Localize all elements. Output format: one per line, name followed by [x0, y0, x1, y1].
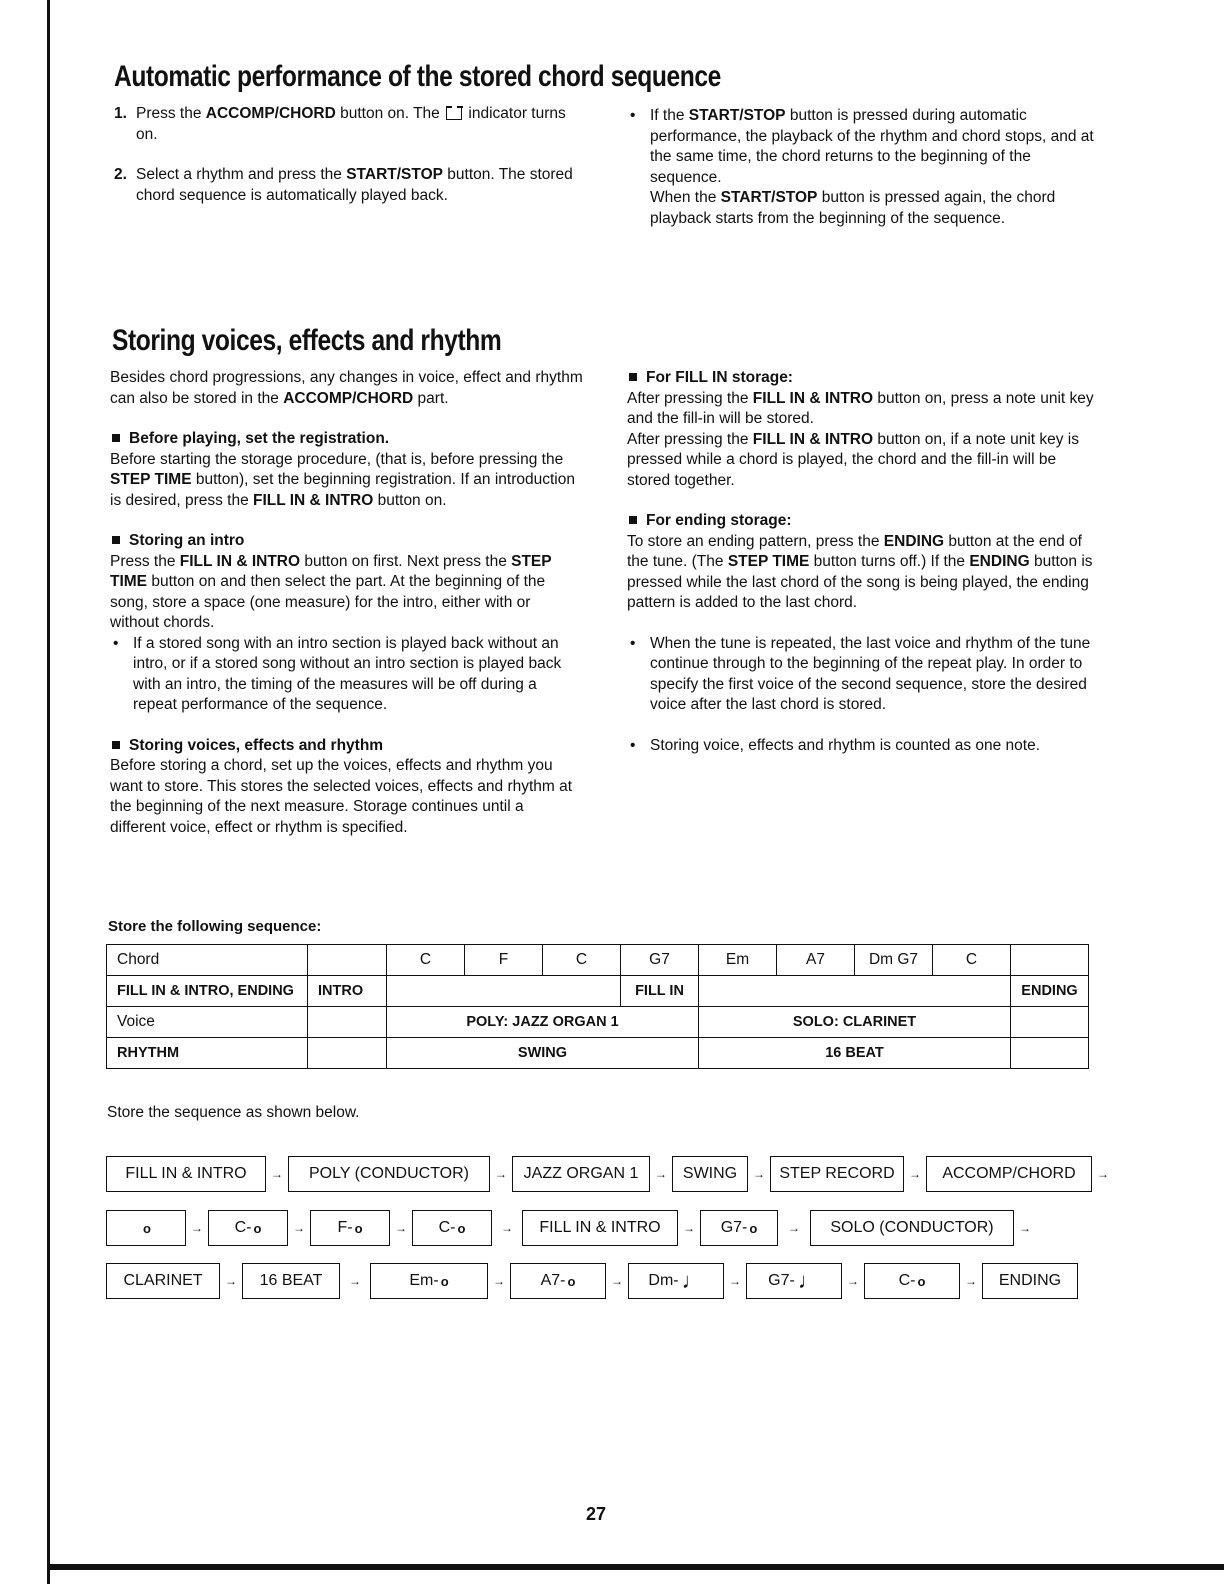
flow-box-fill-in-intro: FILL IN & INTRO	[522, 1210, 678, 1246]
whole-note-icon: o	[567, 1273, 576, 1289]
whole-note-icon: o	[440, 1273, 449, 1289]
section1-title: Automatic performance of the stored chord sequence	[114, 60, 721, 93]
arrow-icon: →	[788, 1221, 800, 1235]
flow-box-c: C- o	[208, 1210, 288, 1246]
intro-cell: INTRO	[308, 976, 387, 1007]
flow-box-g7: G7- ♩	[746, 1263, 842, 1299]
row-label: FILL IN & INTRO, ENDING	[107, 976, 308, 1007]
whole-note-icon: o	[354, 1220, 363, 1236]
half-note-icon: ♩	[797, 1268, 820, 1293]
flow-box-swing: SWING	[672, 1156, 748, 1192]
arrow-icon: →	[395, 1221, 407, 1235]
flow-row-2	[106, 1210, 1036, 1246]
half-note-icon: ♩	[681, 1268, 704, 1293]
chord-cell: Dm G7	[855, 945, 933, 976]
chord-cell: F	[465, 945, 543, 976]
sequence-title: Store the following sequence:	[108, 918, 322, 935]
chord-cell: C	[543, 945, 621, 976]
chord-cell: C	[933, 945, 1011, 976]
sequence-table	[106, 944, 1089, 1069]
solo-voice-cell: SOLO: CLARINET	[699, 1007, 1011, 1038]
arrow-icon: →	[611, 1274, 623, 1288]
flow-note: Store the sequence as shown below.	[107, 1104, 360, 1121]
table-row-fill	[107, 976, 1089, 1007]
arrow-icon: →	[847, 1274, 859, 1288]
step-2: 2. Select a rhythm and press the START/STOP button. The stored chord sequence is automatically played back.	[114, 166, 573, 204]
chord-cell: C	[387, 945, 465, 976]
arrow-icon: →	[753, 1167, 765, 1181]
flow-box-em: Em- o	[370, 1263, 488, 1299]
arrow-icon: →	[349, 1274, 361, 1288]
flow-row-1	[106, 1156, 1114, 1192]
arrow-icon: →	[1097, 1167, 1109, 1181]
intro-bullet: • If a stored song with an intro section is played back without an intro, or if a stored song without an intro section is played back with an intro, the timing of the measures will be off during a repeat performance of the sequence.	[113, 634, 562, 713]
chord-cell: Em	[699, 945, 777, 976]
registration-text: Before starting the storage procedure, (that is, before pressing the STEP TIME button), set the beginning registration. If an introduction is desired, press the FILL IN & INTRO button on.	[110, 450, 575, 509]
flow-box-jazz-organ: JAZZ ORGAN 1	[512, 1156, 650, 1192]
arrow-icon: →	[225, 1274, 237, 1288]
registration-heading: Before playing, set the registration.	[110, 429, 583, 450]
arrow-icon: →	[729, 1274, 741, 1288]
flow-box-accomp-chord: ACCOMP/CHORD	[926, 1156, 1092, 1192]
start-stop-bullet: • If the START/STOP button is pressed during automatic performance, the playback of the rhythm and chord stops, and at the same time, the chord returns to the beginning of the sequence. When the START/STOP button is pressed again, the chord playback starts from the beginning of the sequence.	[630, 107, 1094, 227]
table-row-rhythm	[107, 1038, 1089, 1069]
arrow-icon: →	[271, 1167, 283, 1181]
flow-box-fill-in-intro: FILL IN & INTRO	[106, 1156, 266, 1192]
flow-box-whole-note	[106, 1210, 186, 1246]
arrow-icon: →	[191, 1221, 203, 1235]
flow-row-3	[106, 1263, 1078, 1299]
table-row-voice	[107, 1007, 1089, 1038]
whole-note-icon: o	[917, 1273, 926, 1289]
page-frame-left	[47, 0, 50, 1584]
voices-heading: Storing voices, effects and rhythm	[110, 736, 583, 757]
fill-in-cell: FILL IN	[621, 976, 699, 1007]
flow-box-16-beat: 16 BEAT	[242, 1263, 340, 1299]
flow-box-poly-conductor: POLY (CONDUCTOR)	[288, 1156, 490, 1192]
intro-heading: Storing an intro	[110, 531, 583, 552]
whole-note-icon: o	[143, 1220, 151, 1236]
section2-left-column	[110, 368, 583, 838]
swing-cell: SWING	[387, 1038, 699, 1069]
ending-text: To store an ending pattern, press the ENDING button at the end of the tune. (The STEP TIME button turns off.) If the ENDING button is pressed while the last chord of the song is being played, the ending pattern is added to the last chord.	[627, 532, 1093, 611]
16beat-cell: 16 BEAT	[699, 1038, 1011, 1069]
arrow-icon: →	[495, 1167, 507, 1181]
whole-note-icon: o	[749, 1220, 758, 1236]
row-label: Voice	[107, 1007, 308, 1038]
flow-box-g7: G7- o	[700, 1210, 778, 1246]
fill-in-heading: For FILL IN storage:	[627, 368, 1095, 389]
flow-box-step-record: STEP RECORD	[770, 1156, 904, 1192]
arrow-icon: →	[683, 1221, 695, 1235]
arrow-icon: →	[655, 1167, 667, 1181]
chord-cell: G7	[621, 945, 699, 976]
flow-box-f: F- o	[310, 1210, 390, 1246]
arrow-icon: →	[1019, 1221, 1031, 1235]
section1-left-column	[114, 104, 588, 226]
arrow-icon: →	[293, 1221, 305, 1235]
fill-in-text-2: After pressing the FILL IN & INTRO button on, if a note unit key is pressed while a chord is played, the chord and the fill-in will be stored together.	[627, 430, 1079, 489]
flow-box-ending: ENDING	[982, 1263, 1078, 1299]
arrow-icon: →	[909, 1167, 921, 1181]
flow-box-clarinet: CLARINET	[106, 1263, 220, 1299]
ending-heading: For ending storage:	[627, 511, 1095, 532]
whole-note-icon: o	[253, 1220, 262, 1236]
section1-right-column	[627, 106, 1097, 229]
table-row-chord	[107, 945, 1089, 976]
page-number: 27	[586, 1504, 607, 1524]
flow-box-dm: Dm- ♩	[628, 1263, 724, 1299]
arrow-icon: →	[493, 1274, 505, 1288]
ending-cell: ENDING	[1011, 976, 1089, 1007]
poly-voice-cell: POLY: JAZZ ORGAN 1	[387, 1007, 699, 1038]
flow-box-c: C- o	[864, 1263, 960, 1299]
flow-box-solo-conductor: SOLO (CONDUCTOR)	[810, 1210, 1014, 1246]
indicator-icon	[446, 106, 462, 120]
section2-title: Storing voices, effects and rhythm	[112, 324, 502, 357]
arrow-icon: →	[965, 1274, 977, 1288]
voices-text: Before storing a chord, set up the voices, effects and rhythm you want to store. This stores the selected voices, effects and rhythm at the beginning of the next measure. Storage continues until a different voice, effect or rhythm is specified.	[110, 757, 573, 836]
row-label: Chord	[107, 945, 308, 976]
section2-intro: Besides chord progressions, any changes in voice, effect and rhythm can also be stored in the ACCOMP/CHORD part.	[110, 369, 583, 407]
step-1: 1. Press the ACCOMP/CHORD button on. The indicator turns on.	[114, 105, 566, 143]
row-label: RHYTHM	[107, 1038, 308, 1069]
whole-note-icon: o	[457, 1220, 466, 1236]
intro-text: Press the FILL IN & INTRO button on first. Next press the STEP TIME button on and then select the part. At the beginning of the song, store a space (one measure) for the intro, either with or without chords.	[110, 552, 552, 631]
section2-right-column	[627, 368, 1095, 756]
flow-box-c: C- o	[412, 1210, 492, 1246]
flow-box-a7: A7- o	[510, 1263, 606, 1299]
count-bullet: • Storing voice, effects and rhythm is counted as one note.	[630, 736, 1041, 754]
page-frame-bottom	[47, 1564, 1224, 1570]
chord-cell: A7	[777, 945, 855, 976]
repeat-bullet: • When the tune is repeated, the last voice and rhythm of the tune continue through to the beginning of the repeat play. In order to specify the first voice of the second sequence, store the desired voice after the last chord is stored.	[630, 634, 1091, 713]
fill-in-text-1: After pressing the FILL IN & INTRO button on, press a note unit key and the fill-in will be stored.	[627, 389, 1094, 427]
arrow-icon: →	[501, 1221, 513, 1235]
